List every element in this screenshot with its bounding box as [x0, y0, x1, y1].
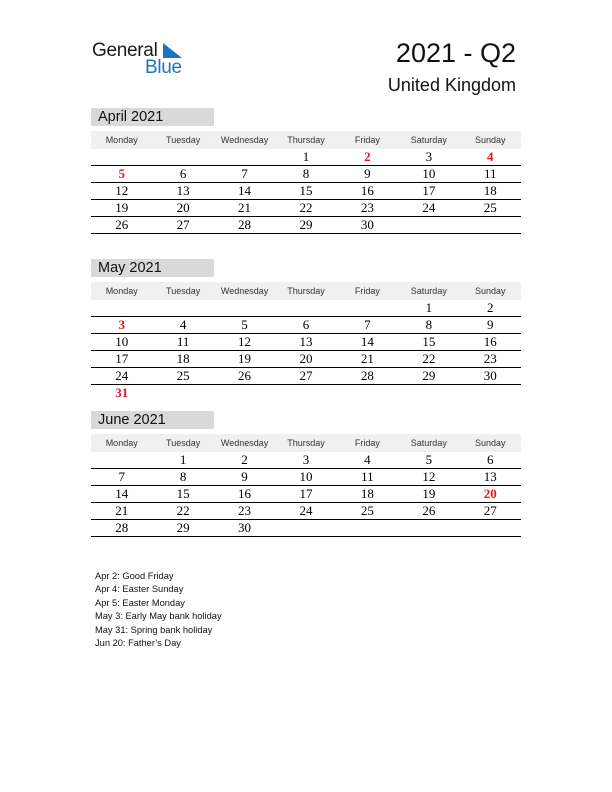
day-cell: 24: [398, 200, 459, 217]
empty-day-cell: [460, 385, 521, 402]
week-row: [91, 166, 521, 183]
day-cell: 7: [91, 469, 152, 486]
weekday-header: Saturday: [398, 282, 459, 300]
day-cell: 11: [152, 334, 213, 351]
calendar-grid: [91, 282, 521, 401]
week-row: [91, 503, 521, 520]
week-row: [91, 452, 521, 469]
day-cell: 29: [152, 520, 213, 537]
week-row: [91, 300, 521, 317]
day-cell: 18: [152, 351, 213, 368]
day-cell: 25: [152, 368, 213, 385]
empty-day-cell: [214, 300, 275, 317]
day-cell: 28: [91, 520, 152, 537]
day-cell: 10: [398, 166, 459, 183]
empty-day-cell: [91, 149, 152, 166]
day-cell: 21: [337, 351, 398, 368]
week-row: [91, 183, 521, 200]
day-cell: 2: [337, 149, 398, 166]
day-cell: 25: [460, 200, 521, 217]
day-cell: 2: [214, 452, 275, 469]
weekday-header-row: [91, 434, 521, 452]
week-row: [91, 520, 521, 537]
day-cell: 13: [460, 469, 521, 486]
day-cell: 5: [91, 166, 152, 183]
weekday-header: Tuesday: [152, 282, 213, 300]
holiday-notes: [95, 570, 222, 650]
day-cell: 22: [275, 200, 336, 217]
day-cell: 12: [398, 469, 459, 486]
weekday-header: Sunday: [460, 131, 521, 149]
empty-day-cell: [214, 385, 275, 402]
weekday-header: Tuesday: [152, 434, 213, 452]
day-cell: 24: [275, 503, 336, 520]
day-cell: 3: [91, 317, 152, 334]
day-cell: 1: [398, 300, 459, 317]
day-cell: 30: [214, 520, 275, 537]
day-cell: 9: [337, 166, 398, 183]
day-cell: 8: [398, 317, 459, 334]
empty-day-cell: [275, 385, 336, 402]
day-cell: 2: [460, 300, 521, 317]
day-cell: 29: [398, 368, 459, 385]
month-may: [91, 259, 521, 401]
week-row: [91, 334, 521, 351]
weekday-header: Thursday: [275, 131, 336, 149]
day-cell: 14: [337, 334, 398, 351]
week-row: [91, 200, 521, 217]
day-cell: 19: [214, 351, 275, 368]
empty-day-cell: [152, 149, 213, 166]
day-cell: 14: [214, 183, 275, 200]
day-cell: 11: [337, 469, 398, 486]
day-cell: 6: [275, 317, 336, 334]
weekday-header: Saturday: [398, 434, 459, 452]
day-cell: 6: [152, 166, 213, 183]
day-cell: 1: [275, 149, 336, 166]
day-cell: 13: [152, 183, 213, 200]
day-cell: 26: [91, 217, 152, 234]
month-label: June 2021: [91, 411, 214, 429]
empty-day-cell: [275, 520, 336, 537]
logo-triangle-icon: [163, 43, 182, 58]
empty-day-cell: [91, 452, 152, 469]
empty-day-cell: [214, 149, 275, 166]
week-row: [91, 486, 521, 503]
day-cell: 26: [214, 368, 275, 385]
weekday-header: Wednesday: [214, 282, 275, 300]
day-cell: 6: [460, 452, 521, 469]
holiday-note: Apr 4: Easter Sunday: [95, 584, 184, 595]
empty-day-cell: [398, 385, 459, 402]
day-cell: 19: [91, 200, 152, 217]
day-cell: 18: [460, 183, 521, 200]
day-cell: 4: [337, 452, 398, 469]
calendar-grid: [91, 434, 521, 537]
day-cell: 22: [398, 351, 459, 368]
day-cell: 13: [275, 334, 336, 351]
day-cell: 27: [460, 503, 521, 520]
calendar-grid: [91, 131, 521, 234]
day-cell: 7: [214, 166, 275, 183]
day-cell: 30: [337, 217, 398, 234]
weekday-header: Tuesday: [152, 131, 213, 149]
day-cell: 20: [275, 351, 336, 368]
day-cell: 3: [398, 149, 459, 166]
day-cell: 5: [398, 452, 459, 469]
day-cell: 15: [398, 334, 459, 351]
weekday-header-row: [91, 131, 521, 149]
month-label: April 2021: [91, 108, 214, 126]
day-cell: 31: [115, 385, 129, 400]
day-cell: 23: [214, 503, 275, 520]
empty-day-cell: [398, 520, 459, 537]
day-cell: 15: [275, 183, 336, 200]
day-cell: 16: [337, 183, 398, 200]
day-cell: 20: [152, 200, 213, 217]
holiday-note: May 31: Spring bank holiday: [95, 624, 213, 635]
day-cell: 20: [460, 486, 521, 503]
generalblue-logo: [92, 40, 192, 80]
page-title: 2021 - Q2: [395, 38, 516, 68]
day-cell: 22: [152, 503, 213, 520]
day-cell: 8: [152, 469, 213, 486]
day-cell: 23: [460, 351, 521, 368]
day-cell: 27: [275, 368, 336, 385]
empty-day-cell: [275, 300, 336, 317]
day-cell: 15: [152, 486, 213, 503]
week-row: [91, 385, 521, 402]
month-june: [91, 411, 521, 537]
day-cell: 9: [460, 317, 521, 334]
day-cell: 14: [91, 486, 152, 503]
day-cell: 27: [152, 217, 213, 234]
day-cell: 10: [91, 334, 152, 351]
weekday-header: Thursday: [275, 434, 336, 452]
month-label: May 2021: [91, 259, 214, 277]
day-cell: 26: [398, 503, 459, 520]
day-cell: 28: [214, 217, 275, 234]
day-cell: 4: [152, 317, 213, 334]
empty-day-cell: [152, 300, 213, 317]
holiday-note: Apr 5: Easter Monday: [95, 597, 185, 608]
empty-day-cell: [152, 385, 213, 402]
weekday-header: Monday: [91, 434, 152, 452]
weekday-header: Thursday: [275, 282, 336, 300]
day-cell: 25: [337, 503, 398, 520]
empty-day-cell: [91, 300, 152, 317]
weekday-header: Monday: [91, 131, 152, 149]
day-cell: 19: [398, 486, 459, 503]
week-row: [91, 368, 521, 385]
month-april: [91, 108, 521, 234]
empty-day-cell: [460, 520, 521, 537]
day-cell: 24: [91, 368, 152, 385]
country-name: United Kingdom: [387, 75, 516, 95]
day-cell: 23: [337, 200, 398, 217]
day-cell: 7: [337, 317, 398, 334]
day-cell: 1: [152, 452, 213, 469]
holiday-note: Apr 2: Good Friday: [95, 571, 174, 581]
empty-day-cell: [460, 217, 521, 234]
holiday-note: Jun 20: Father’s Day: [95, 638, 181, 649]
week-row: [91, 149, 521, 166]
empty-day-cell: [337, 385, 398, 402]
day-cell: 16: [460, 334, 521, 351]
day-cell: 11: [460, 166, 521, 183]
weekday-header: Sunday: [460, 282, 521, 300]
weekday-header: Monday: [91, 282, 152, 300]
day-cell: 4: [460, 149, 521, 166]
holiday-note: May 3: Early May bank holiday: [95, 611, 222, 622]
day-cell: 8: [275, 166, 336, 183]
day-cell: 28: [337, 368, 398, 385]
day-cell: 21: [214, 200, 275, 217]
day-cell: 30: [460, 368, 521, 385]
empty-day-cell: [337, 520, 398, 537]
day-cell: 17: [398, 183, 459, 200]
logo-text-general: General: [92, 40, 158, 61]
week-row: [91, 351, 521, 368]
day-cell: 17: [275, 486, 336, 503]
day-cell: 9: [214, 469, 275, 486]
day-cell: 3: [275, 452, 336, 469]
day-cell: 29: [275, 217, 336, 234]
weekday-header: Friday: [337, 131, 398, 149]
weekday-header: Wednesday: [214, 434, 275, 452]
day-cell: 16: [214, 486, 275, 503]
empty-day-cell: [337, 300, 398, 317]
weekday-header: Wednesday: [214, 131, 275, 149]
week-row: [91, 469, 521, 486]
logo-text-blue: Blue: [145, 57, 182, 78]
day-cell: 5: [214, 317, 275, 334]
empty-day-cell: [398, 217, 459, 234]
day-cell: 12: [91, 183, 152, 200]
week-row: [91, 317, 521, 334]
day-cell: 12: [214, 334, 275, 351]
weekday-header: Saturday: [398, 131, 459, 149]
day-cell: 17: [91, 351, 152, 368]
weekday-header: Friday: [337, 434, 398, 452]
day-cell: 21: [91, 503, 152, 520]
day-cell: 18: [337, 486, 398, 503]
day-cell: 10: [275, 469, 336, 486]
weekday-header: Friday: [337, 282, 398, 300]
weekday-header: Sunday: [460, 434, 521, 452]
week-row: [91, 217, 521, 234]
weekday-header-row: [91, 282, 521, 300]
